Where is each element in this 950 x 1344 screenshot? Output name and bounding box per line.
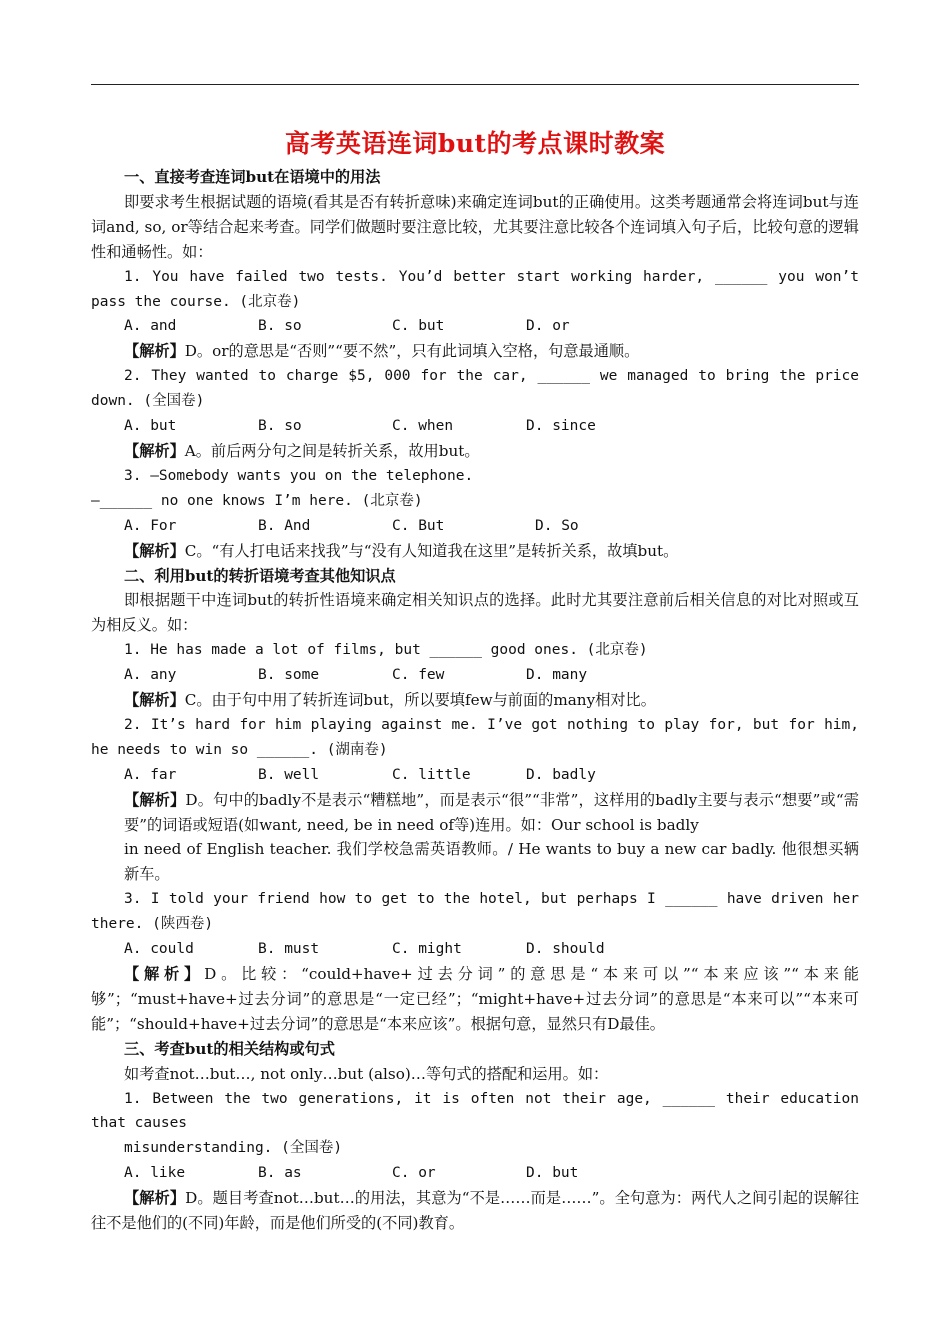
analysis-text: A。前后两分句之间是转折关系，故用but。 [184,441,480,460]
analysis-tag: 【解析】 [124,1189,186,1208]
section3-heading: 三、考查but的相关结构或句式 [124,1039,335,1058]
option-a: A. For [124,517,177,534]
analysis-text: D。比较：“could+have+过去分词”的意思是“本来可以”“本来应该”“本来能够”；“must+have+过去分词”的意思是“一定已经”；“might+have+过去分词”的意思是“本来可以”“本来可能”；“should+have+过去分词”的意思是“本来应该”。根据句意，显然只有D最佳。 [91,965,859,1033]
analysis-text: D。句中的badly不是表示“糟糕地”，而是表示“很”“非常”，这样用的badly主要与表示“想要”或“需要”的词语或短语(如want, need, be in need of等)连用。如：Our school is badly [124,790,859,834]
s3-q1-stem: 1. Between the two generations, it is often not their age, ______ their education that causes [91,1090,859,1132]
option-c: C. but [392,318,445,335]
option-c: C. might [392,941,462,958]
option-d: D. or [526,318,570,335]
s2-q1-analysis [91,688,859,713]
s1-q3-analysis [91,539,859,564]
option-a: A. any [124,667,177,684]
s1-q1-options [91,314,859,339]
option-b: B. so [258,318,302,335]
option-d: D. but [526,1165,579,1182]
analysis-text: D。题目考查not…but…的用法，其意为“不是……而是……”。全句意为：两代人之间引起的误解往往不是他们的(不同)年龄，而是他们所受的(不同)教育。 [91,1189,860,1233]
s2-q3-options [91,937,859,962]
analysis-tag: 【解析】 [124,790,186,809]
option-a: A. and [124,318,177,335]
s3-q1-options [91,1161,859,1186]
s2-q2-options [91,763,859,788]
s2-q3-stem: 3. I told your friend how to get to the hotel, but perhaps I ______ have driven her there. (陕西卷) [91,891,859,933]
option-d: D. badly [526,766,596,783]
analysis-text: C。由于句中用了转折连词but，所以要填few与前面的many相对比。 [184,691,656,710]
section2-intro: 即根据题干中连词but的转折性语境来确定相关知识点的选择。此时尤其要注意前后相关信息的对比对照或互为相反义。如： [91,591,859,635]
s1-q2-stem: 2. They wanted to charge $5, 000 for the car, ______ we managed to bring the price down. (全国卷) [91,368,859,410]
section3-intro: 如考查not…but…, not only…but (also)…等句式的搭配和运用。如： [124,1064,609,1083]
option-d: D. should [526,941,605,958]
option-c: C. when [392,418,454,435]
s2-q1-options [91,663,859,688]
analysis-tag: 【解析】 [124,342,185,361]
s1-q3-line1: 3. —Somebody wants you on the telephone. [124,467,474,484]
option-a: A. like [124,1165,186,1182]
page-title: 高考英语连词but的考点课时教案 [284,129,666,158]
analysis-text: D。or的意思是“否则”“要不然”，只有此词填入空格，句意最通顺。 [184,342,640,361]
option-b: B. some [258,667,320,684]
s1-q3-options [91,514,859,539]
option-a: A. could [124,941,194,958]
header-rule [91,84,859,85]
s2-q3-analysis [91,962,859,1037]
option-c: C. little [392,766,471,783]
option-b: B. so [258,418,302,435]
option-d: D. since [526,418,596,435]
section1-heading: 一、直接考查连词but在语境中的用法 [124,168,381,186]
option-c: C. But [392,517,445,534]
analysis-tag: 【解析】 [124,965,205,983]
s2-q1-stem: 1. He has made a lot of films, but ______ good ones. (北京卷) [124,642,648,659]
s1-q2-options [91,414,859,439]
s3-q1-stem-cont: misunderstanding. (全国卷) [124,1140,343,1157]
analysis-tag: 【解析】 [124,541,185,560]
s2-q2-analysis-cont: in need of English teacher. 我们学校急需英语教师。/ He wants to buy a new car badly. 他很想买辆新车。 [124,840,859,884]
s1-q3-line2: —______ no one knows I’m here. (北京卷) [91,492,423,509]
section2-heading: 二、利用but的转折语境考查其他知识点 [124,566,396,585]
option-c: C. few [392,667,445,684]
option-b: B. well [258,766,320,783]
option-b: B. And [258,517,311,534]
document-body [91,165,859,1236]
option-b: B. must [258,941,320,958]
analysis-tag: 【解析】 [124,691,185,710]
analysis-tag: 【解析】 [124,441,185,460]
s2-q2-analysis [91,788,859,838]
s3-q1-analysis [91,1186,859,1236]
s1-q1-stem: 1. You have failed two tests. You’d better start working harder, ______ you won’t pass the course. (北京卷) [91,268,859,310]
option-a: A. but [124,418,177,435]
s1-q1-analysis [91,339,859,364]
option-c: C. or [392,1165,436,1182]
analysis-text: C。“有人打电话来找我”与“没有人知道我在这里”是转折关系，故填but。 [184,541,679,560]
s2-q2-stem: 2. It’s hard for him playing against me. I’ve got nothing to play for, but for him, he needs to win so ______. (湖南卷) [91,716,859,758]
option-d: D. So [535,517,579,534]
option-d: D. many [526,667,588,684]
option-b: B. as [258,1165,302,1182]
s1-q2-analysis [91,439,859,464]
section1-intro: 即要求考生根据试题的语境(看其是否有转折意味)来确定连词but的正确使用。这类考题通常会将连词but与连词and, so, or等结合起来考查。同学们做题时要注意比较，尤其要注意比较各个连词填入句子后，比较句意的逻辑性和通畅性。如： [91,192,859,261]
option-a: A. far [124,766,177,783]
